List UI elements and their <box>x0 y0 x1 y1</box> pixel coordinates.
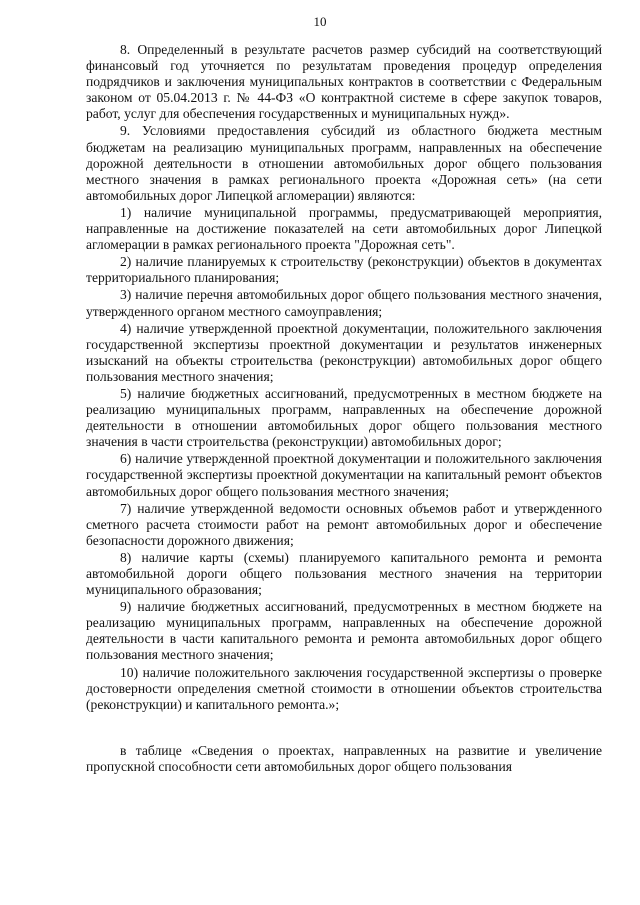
condition-2: 2) наличие планируемых к строительству (реконструкции) объектов в документах территориального планирования; <box>86 254 602 286</box>
condition-4: 4) наличие утвержденной проектной документации, положительного заключения государственной экспертизы проектной документации и результатов инженерных изысканий на объекты строительства (реконструкции) автомобильных дорог общего пользования местного значения; <box>86 320 602 384</box>
condition-7: 7) наличие утвержденной ведомости основных объемов работ и утвержденного сметного расчета стоимости работ на ремонт автомобильных дорог и обеспечение безопасности дорожного движения; <box>86 500 602 548</box>
document-body <box>86 42 602 776</box>
condition-6: 6) наличие утвержденной проектной документации и положительного заключения государственной экспертизы проектной документации на капитальный ремонт объектов автомобильных дорог общего пользования местного значения; <box>86 451 602 499</box>
condition-9: 9) наличие бюджетных ассигнований, предусмотренных в местном бюджете на реализацию муниципальных программ, направленных на обеспечение дорожной деятельности в части капитального ремонта и ремонта автомобильных дорог общего пользования местного значения; <box>86 599 602 663</box>
paragraph-item-9: 9. Условиями предоставления субсидий из областного бюджета местным бюджетам на реализацию муниципальных программ, направленных на обеспечение дорожной деятельности в отношении автомобильных дорог общего пользования местного значения в рамках регионального проекта «Дорожная сеть» (на сети автомобильных дорог Липецкой агломерации) являются: <box>86 123 602 203</box>
paragraph-item-8: 8. Определенный в результате расчетов размер субсидий на соответствующий финансовый год уточняется по результатам проведения процедур определения подрядчиков и заключения муниципальных контрактов в соответствии с Федеральным законом от 05.04.2013 г. № 44-ФЗ «О контрактной системе в сфере закупок товаров, работ, услуг для обеспечения государственных и муниципальных нужд». <box>86 42 602 122</box>
condition-3: 3) наличие перечня автомобильных дорог общего пользования местного значения, утвержденного органом местного самоуправления; <box>86 287 602 319</box>
page-number: 10 <box>313 14 327 29</box>
condition-5: 5) наличие бюджетных ассигнований, предусмотренных в местном бюджете на реализацию муниципальных программ, направленных на обеспечение дорожной деятельности в отношении автомобильных дорог общего пользования местного значения в части строительства (реконструкции) автомобильных дорог; <box>86 385 602 450</box>
condition-10: 10) наличие положительного заключения государственной экспертизы о проверке достоверности определения сметной стоимости в отношении объектов строительства (реконструкции) и капитального ремонта.»; <box>86 664 602 712</box>
condition-1: 1) наличие муниципальной программы, предусматривающей мероприятия, направленные на достижение показателей на сети автомобильных дорог Липецкой агломерации в рамках регионального проекта "Дорожная сеть". <box>86 204 602 253</box>
table-amendment-paragraph: в таблице «Сведения о проектах, направленных на развитие и увеличение пропускной способности сети автомобильных дорог общего пользования <box>86 742 602 774</box>
condition-8: 8) наличие карты (схемы) планируемого капитального ремонта и ремонта автомобильной дороги общего пользования местного значения на территории муниципального образования; <box>86 549 602 598</box>
